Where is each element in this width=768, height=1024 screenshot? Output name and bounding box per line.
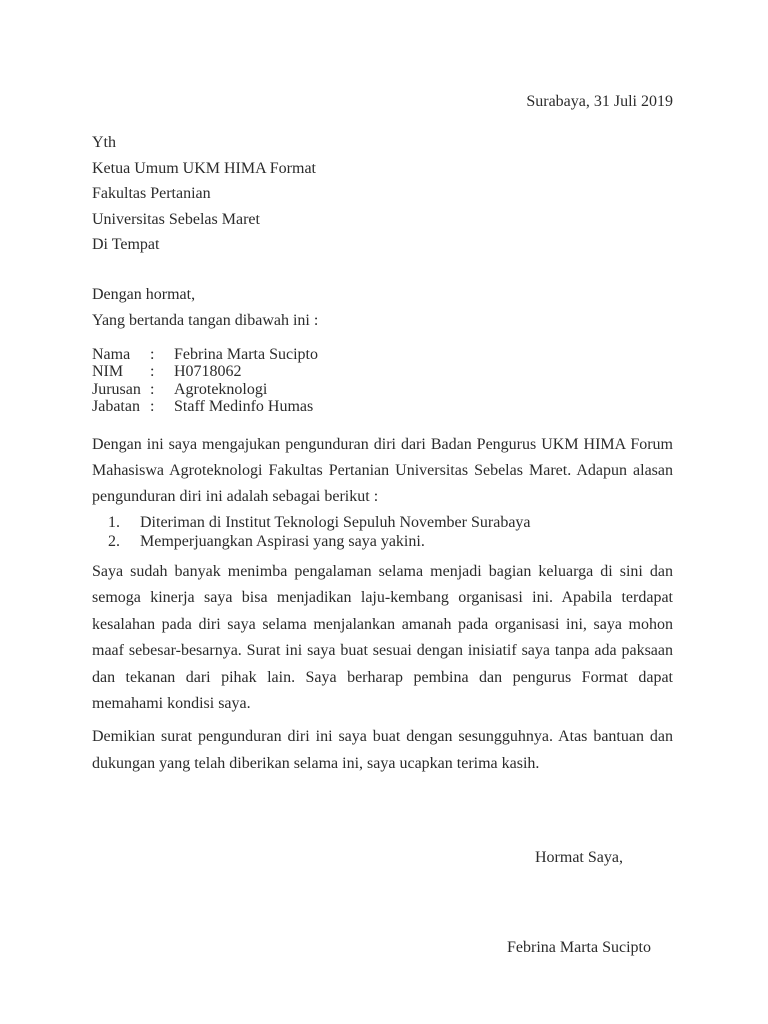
reasons-list — [92, 513, 673, 551]
identity-colon: : — [150, 380, 155, 398]
closing-salutation: Hormat Saya, — [535, 848, 623, 866]
identity-colon: : — [150, 398, 155, 416]
recipient-line: Di Tempat — [92, 236, 160, 254]
identity-value: Febrina Marta Sucipto — [174, 345, 318, 363]
identity-label: NIM — [92, 363, 124, 381]
closing-block — [449, 845, 709, 961]
reason-text: Memperjuangkan Aspirasi yang saya yakini. — [140, 532, 425, 550]
identity-row — [92, 381, 673, 399]
opening-paragraph: Dengan ini saya mengajukan pengunduran diri dari Badan Pengurus UKM HIMA Forum Mahasiswa Agroteknologi Fakultas Pertanian Universitas Sebelas Maret. Adapun alasan pengunduran diri ini adalah sebagai berikut : — [92, 435, 673, 505]
recipient-line: Yth — [92, 134, 116, 151]
reason-item — [92, 513, 673, 532]
recipient-line: Universitas Sebelas Maret — [92, 210, 260, 228]
identity-label: Jabatan — [92, 398, 140, 416]
identity-label: Jurusan — [92, 380, 141, 398]
identity-label: Nama — [92, 345, 131, 363]
recipient-line: Fakultas Pertanian — [92, 185, 211, 203]
experience-paragraph: Saya sudah banyak menimba pengalaman selama menjadi bagian keluarga di sini dan semoga kinerja saya bisa menjadikan laju-kembang organisasi ini. Apabila terdapat kesalahan pada diri saya selama menjalankan amanah pada organisasi ini, saya mohon maaf sebesar-besarnya. Surat ini saya buat sesuai dengan inisiatif saya tanpa ada paksaan dan tekanan dari pihak lain. Saya berharap pembina dan pengurus Format dapat memahami kondisi saya. — [92, 562, 673, 713]
identity-table — [92, 346, 673, 416]
recipient-line: Ketua Umum UKM HIMA Format — [92, 159, 316, 177]
reason-item — [92, 532, 673, 551]
identity-row — [92, 346, 673, 364]
identity-colon: : — [150, 345, 155, 363]
salutation: Dengan hormat, — [92, 285, 196, 303]
reason-number: 1. — [108, 513, 120, 531]
intro-line: Yang bertanda tangan dibawah ini : — [92, 311, 319, 329]
identity-row — [92, 398, 673, 416]
identity-value: H0718062 — [174, 363, 242, 381]
reason-text: Diteriman di Institut Teknologi Sepuluh November Surabaya — [140, 513, 531, 531]
identity-row — [92, 363, 673, 381]
identity-colon: : — [150, 363, 155, 381]
signature-name: Febrina Marta Sucipto — [507, 938, 651, 956]
letter-date: Surabaya, 31 Juli 2019 — [526, 93, 673, 110]
identity-value: Staff Medinfo Humas — [174, 398, 314, 416]
identity-value: Agroteknologi — [174, 380, 268, 398]
reason-number: 2. — [108, 532, 120, 550]
recipient-address-block — [92, 130, 673, 258]
closing-paragraph: Demikian surat pengunduran diri ini saya buat dengan sesungguhnya. Atas bantuan dan dukungan yang telah diberikan selama ini, saya ucapkan terima kasih. — [92, 727, 673, 772]
